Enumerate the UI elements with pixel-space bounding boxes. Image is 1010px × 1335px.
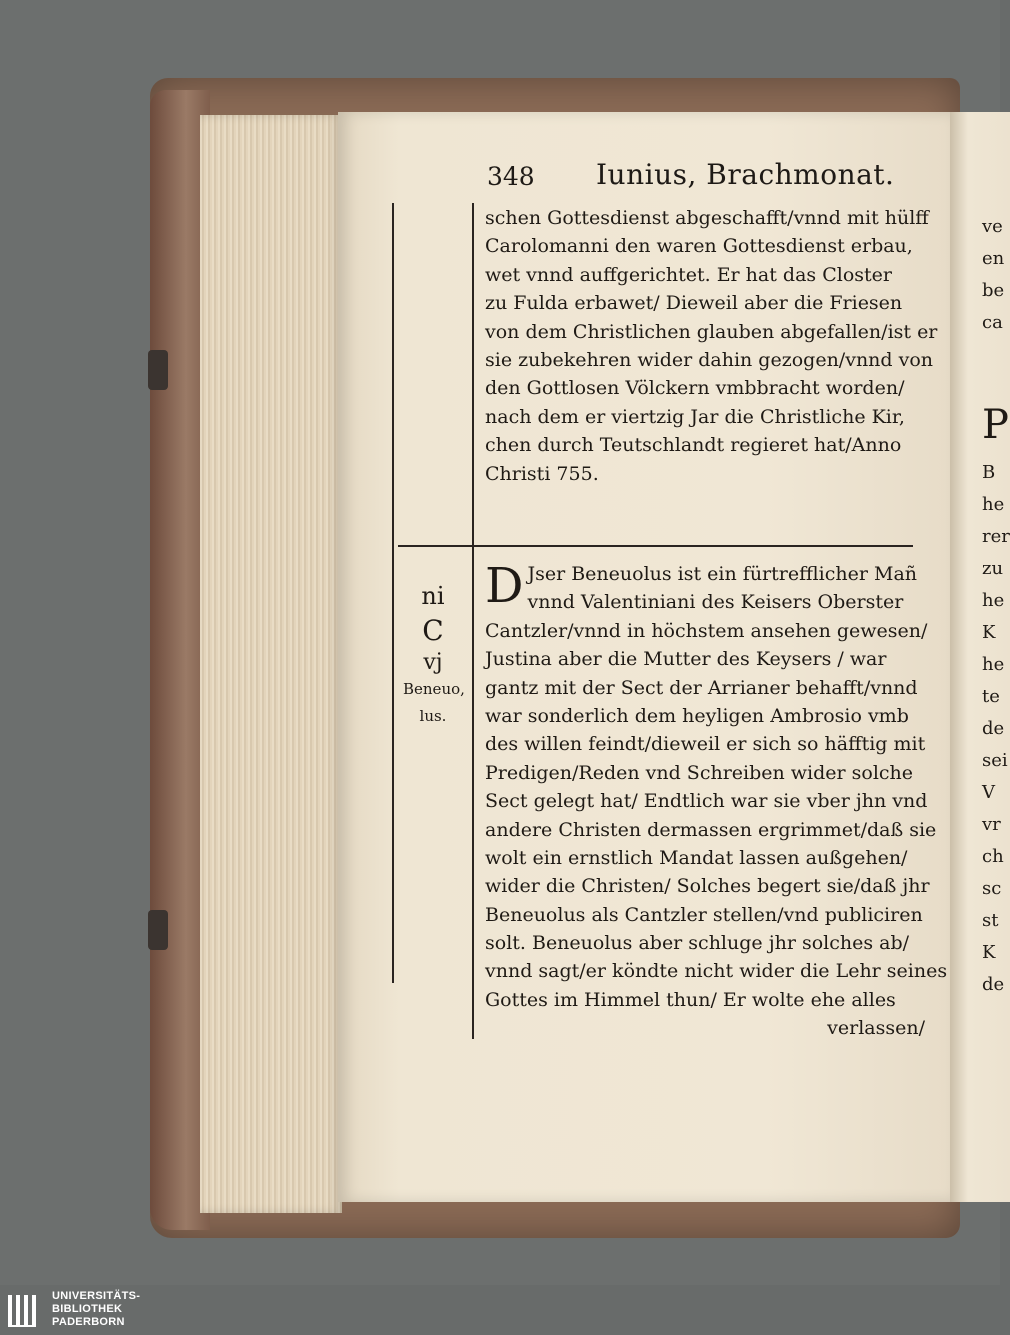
decorated-initial: D: [485, 558, 524, 614]
text-line: schen Gottesdienst abgeschafft/vnnd mit hülff: [485, 207, 929, 229]
text-line: gantz mit der Sect der Arrianer behafft/vnnd: [485, 676, 918, 699]
book-clasp-icon: [148, 910, 168, 950]
page-edges: [200, 115, 342, 1213]
text-line: vnnd Valentiniani des Keisers Oberster: [527, 591, 904, 614]
marginal-note-letter: C: [422, 614, 444, 647]
text-line: Sect gelegt hat/ Endtlich war sie vber jhn vnd: [485, 790, 928, 813]
text-line: den Gottlosen Völckern vmbbracht worden/: [485, 377, 905, 400]
marginal-note-numeral: vj: [423, 650, 443, 675]
facing-page-text: sc: [982, 878, 1002, 899]
facing-page-text: he: [982, 654, 1005, 675]
facing-page-text: zu: [982, 558, 1004, 579]
facing-page-text: K: [982, 622, 996, 643]
marginal-note-name: Beneuo,: [403, 680, 465, 698]
marginal-note-day: ni: [421, 582, 445, 610]
facing-page-text: en: [982, 248, 1005, 269]
facing-page-text: ve: [982, 216, 1003, 237]
facing-page-text: de: [982, 974, 1005, 995]
text-line: von dem Christlichen glauben abgefallen/ist er: [485, 320, 938, 343]
facing-page-text: P: [982, 402, 1009, 448]
facing-page-text: K: [982, 942, 996, 963]
page-number: 348: [487, 162, 535, 191]
text-line: zu Fulda erbawet/ Dieweil aber die Friesen: [485, 292, 903, 315]
running-head: Iunius, Brachmonat.: [596, 158, 895, 191]
text-line: war sonderlich dem heyligen Ambrosio vmb: [485, 704, 909, 727]
library-logo-icon: [6, 1291, 42, 1329]
margin-rule-left: [392, 203, 394, 983]
text-line: Justina aber die Mutter des Keysers / war: [485, 648, 887, 671]
text-line: des willen feindt/dieweil er sich so häfftig mit: [485, 733, 926, 756]
catchword: verlassen/: [827, 1017, 925, 1040]
text-line: Cantzler/vnnd in höchstem ansehen gewesen/: [485, 619, 928, 642]
text-line: solt. Beneuolus aber schluge jhr solches ab/: [485, 932, 910, 955]
library-logo-text: UNIVERSITÄTS- BIBLIOTHEK PADERBORN: [52, 1290, 141, 1328]
text-line: sie zubekehren wider dahin gezogen/vnnd von: [485, 348, 934, 371]
library-logo: [0, 1285, 1000, 1335]
text-line: wolt ein ernstlich Mandat lassen außgehen/: [485, 846, 908, 869]
facing-page-text: vr: [982, 814, 1001, 835]
margin-rule-right: [472, 203, 474, 1039]
text-line: Beneuolus als Cantzler stellen/vnd publiciren: [485, 903, 923, 926]
facing-page-text: he: [982, 494, 1005, 515]
facing-page-text: B: [982, 462, 996, 483]
text-line: Gottes im Himmel thun/ Er wolte ehe alles: [485, 988, 896, 1011]
text-line: wet vnnd auffgerichtet. Er hat das Closter: [485, 263, 892, 286]
facing-page-text: ca: [982, 312, 1003, 333]
marginal-note-name: lus.: [419, 707, 447, 725]
text-line: vnnd sagt/er köndte nicht wider die Lehr seines: [485, 960, 948, 983]
facing-page-text: de: [982, 718, 1005, 739]
facing-page-text: be: [982, 280, 1005, 301]
facing-page-text: te: [982, 686, 1000, 707]
facing-page-text: V: [982, 782, 995, 803]
text-line: nach dem er viertzig Jar die Christliche Kir,: [485, 405, 905, 428]
text-line: andere Christen dermassen ergrimmet/daß sie: [485, 818, 937, 841]
text-line: Carolomanni den waren Gottesdienst erbau,: [485, 235, 913, 258]
text-line: wider die Christen/ Solches begert sie/daß jhr: [485, 875, 930, 898]
book-clasp-icon: [148, 350, 168, 390]
facing-page-text: sei: [982, 750, 1008, 771]
facing-page-text: he: [982, 590, 1005, 611]
facing-page-text: ch: [982, 846, 1004, 867]
upper-paragraph: [485, 204, 938, 488]
text-line: Predigen/Reden vnd Schreiben wider solche: [485, 761, 914, 784]
text-line: Christi 755.: [485, 462, 599, 485]
lower-paragraph: [485, 558, 948, 1043]
text-line: Jser Beneuolus ist ein fürtrefflicher Mañ: [527, 563, 918, 585]
facing-page-text: st: [982, 910, 999, 931]
section-separator-rule: [398, 545, 913, 547]
text-line: chen durch Teutschlandt regieret hat/Anno: [485, 434, 902, 457]
facing-page-text: rer: [982, 526, 1010, 547]
